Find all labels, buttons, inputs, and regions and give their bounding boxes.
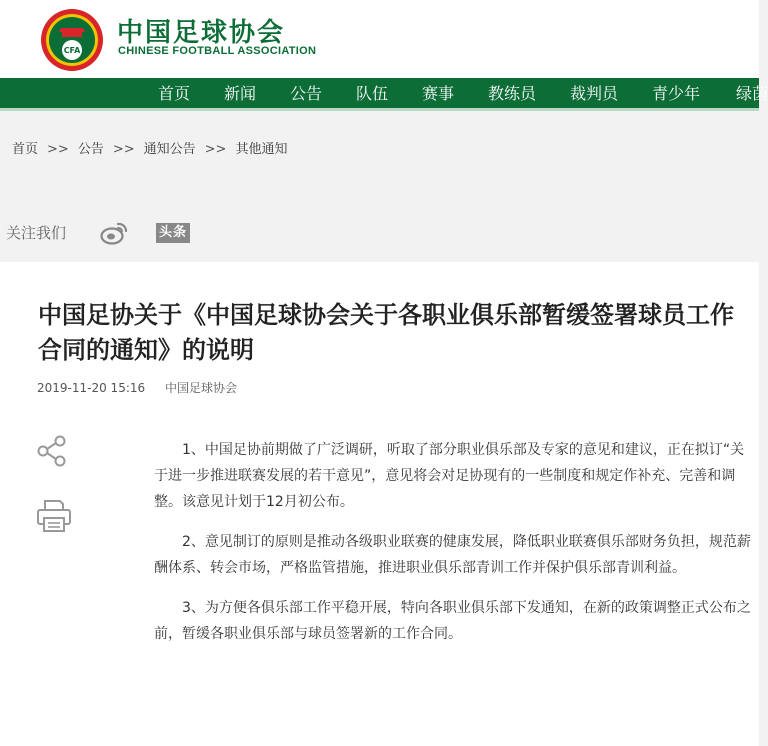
article-title: 中国足协关于《中国足球协会关于各职业俱乐部暂缓签署球员工作合同的通知》的说明 xyxy=(38,301,734,364)
nav-item-youth[interactable]: 青少年 xyxy=(652,84,701,103)
nav-item-home[interactable]: 首页 xyxy=(158,84,191,103)
breadcrumb-item-home[interactable]: 首页 xyxy=(12,142,39,157)
breadcrumb-item-announcements[interactable]: 通知公告 xyxy=(143,142,196,157)
breadcrumb-separator: >> xyxy=(112,142,135,157)
toutiao-icon[interactable]: 头条 xyxy=(156,223,190,243)
nav-item-referees[interactable]: 裁判员 xyxy=(570,84,619,103)
nav-item-notices[interactable]: 公告 xyxy=(290,84,323,103)
logo-english-name[interactable]: CHINESE FOOTBALL ASSOCIATION xyxy=(118,45,317,57)
follow-us-label: 关注我们 xyxy=(6,224,67,242)
article-panel xyxy=(0,262,759,746)
breadcrumb-item-notices[interactable]: 公告 xyxy=(77,142,104,157)
nav-item-news[interactable]: 新闻 xyxy=(224,84,257,103)
article-date: 2019-11-20 15:16 xyxy=(37,381,146,395)
cfa-emblem-icon[interactable] xyxy=(40,8,104,72)
breadcrumb xyxy=(12,138,287,156)
main-nav xyxy=(0,78,768,111)
nav-item-events[interactable]: 赛事 xyxy=(422,84,455,103)
weibo-icon[interactable] xyxy=(100,221,128,245)
site-header xyxy=(0,0,759,78)
emblem-text: CFA xyxy=(63,46,81,55)
logo-chinese-name[interactable]: 中国足球协会 xyxy=(117,18,286,48)
breadcrumb-separator: >> xyxy=(47,142,69,157)
article-body xyxy=(154,437,754,661)
article-source: 中国足球协会 xyxy=(164,381,237,395)
breadcrumb-item-other[interactable]: 其他通知 xyxy=(235,142,288,157)
breadcrumb-separator: >> xyxy=(204,142,227,157)
nav-item-coaches[interactable]: 教练员 xyxy=(488,84,537,103)
share-icon[interactable] xyxy=(36,434,70,468)
article-paragraph-3: 3、为方便各俱乐部工作平稳开展，特向各职业俱乐部下发通知，在新的政策调整正式公布之前，暂缓各职业俱乐部与球员签署新的工作合同。 xyxy=(154,600,751,642)
nav-item-green[interactable]: 绿茵 xyxy=(736,84,768,103)
nav-item-teams[interactable]: 队伍 xyxy=(356,84,389,103)
print-icon[interactable] xyxy=(36,498,72,534)
article-paragraph-2: 2、意见制订的原则是推动各级职业联赛的健康发展，降低职业联赛俱乐部财务负担，规范薪酬体系、转会市场，严格监管措施，推进职业俱乐部青训工作并保护俱乐部青训利益。 xyxy=(154,534,751,576)
article-paragraph-1: 1、中国足协前期做了广泛调研，听取了部分职业俱乐部及专家的意见和建议，正在拟订“关于进一步推进联赛发展的若干意见”，意见将会对足协现有的一些制度和规定作补充、完善和调整。该意见计划于12月初公布。 xyxy=(154,442,745,510)
article-meta xyxy=(37,379,237,395)
